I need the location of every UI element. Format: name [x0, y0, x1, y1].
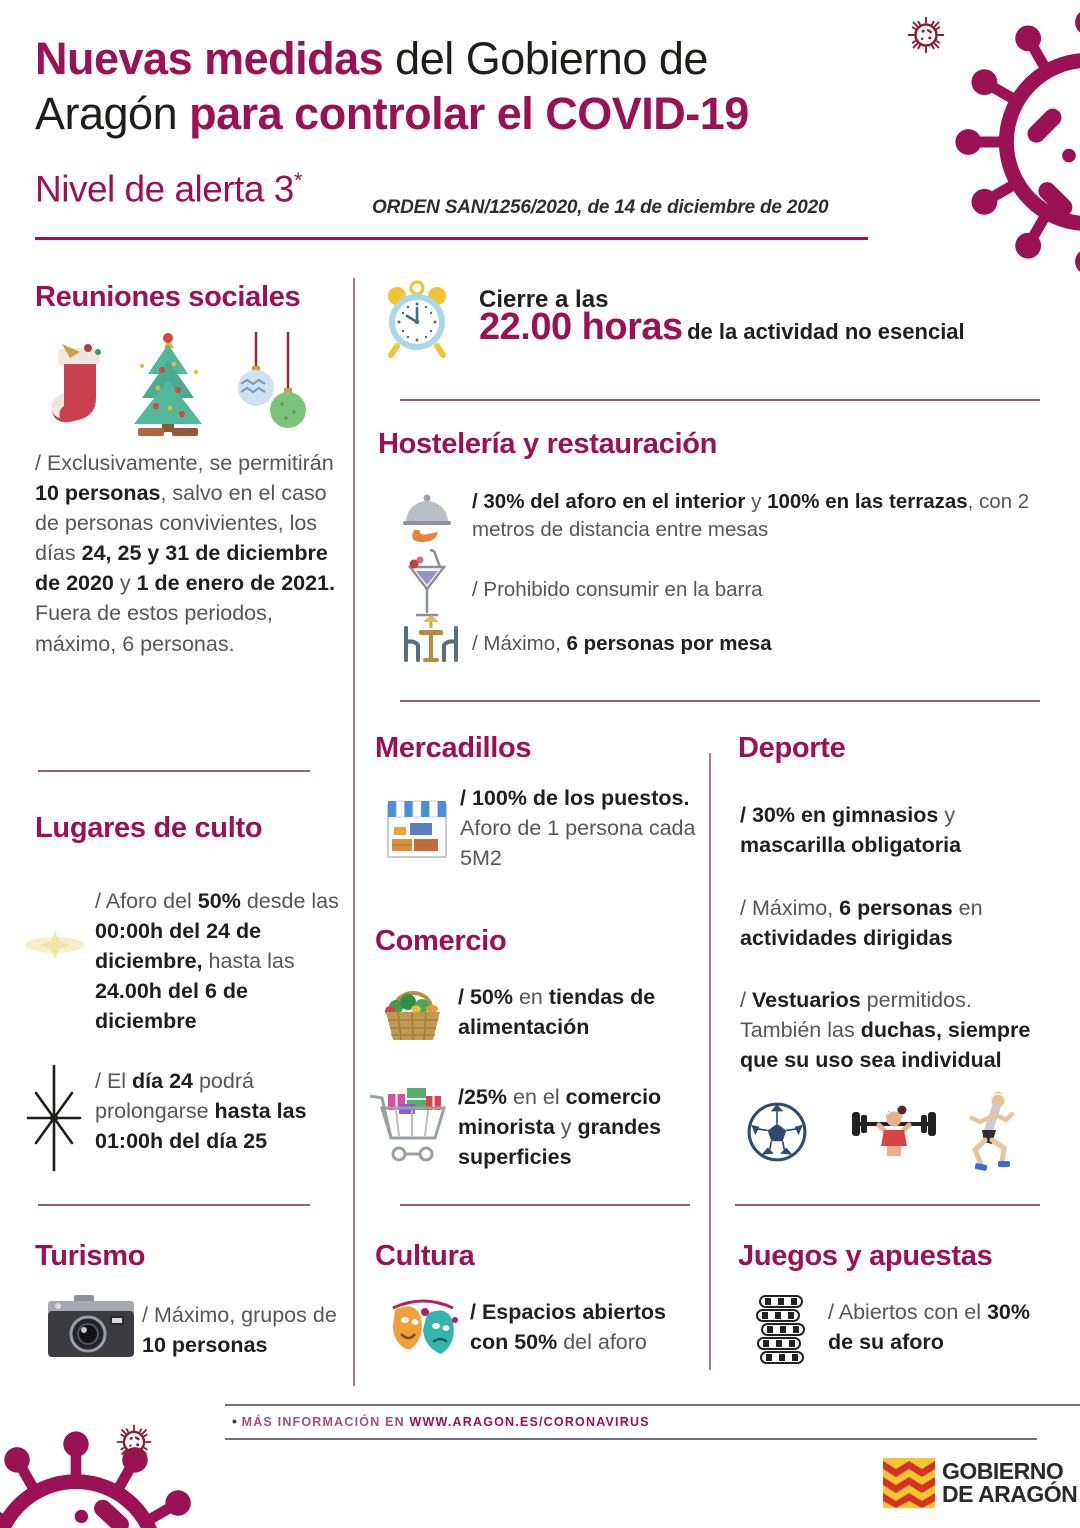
cultura-item-1: [470, 1297, 698, 1357]
theater-masks-icon: [383, 1292, 463, 1366]
deporte-item-1: [740, 800, 1048, 860]
text-run: y: [554, 1115, 578, 1140]
title-rest: del Gobierno de: [383, 33, 708, 84]
hosteleria-item-2: [472, 576, 1032, 604]
soccer-ball-icon: [745, 1100, 809, 1164]
aragon-flag-icon: [883, 1458, 935, 1508]
runner-icon: [958, 1090, 1020, 1176]
text-run: 50%: [197, 889, 241, 913]
bullet-icon: •: [232, 1413, 237, 1429]
text-run: 10 personas: [142, 1333, 268, 1358]
deporte-item-2: [740, 893, 1048, 953]
virus-icon: [952, 6, 1080, 278]
text-run: , salvo en el caso de personas convivientes, los días: [35, 481, 327, 566]
food-basket-icon: [378, 982, 448, 1046]
poker-chips-icon: [752, 1292, 810, 1368]
text-run: podrá prolongarse: [95, 1069, 254, 1124]
text-run: en: [512, 985, 549, 1009]
christmas-tree-icon: [120, 330, 216, 438]
footer-info-prefix: MÁS INFORMACIÓN EN: [241, 1415, 410, 1429]
text-run: / 50%: [458, 985, 513, 1009]
text-run: en el: [507, 1085, 566, 1109]
section-heading-lugares: Lugares de culto: [35, 812, 263, 844]
title-rest: Aragón: [35, 87, 190, 139]
text-run: y: [113, 571, 137, 596]
column-divider-right: [709, 753, 711, 1370]
footer-info: [232, 1413, 650, 1429]
text-run: 10 personas: [35, 481, 161, 506]
small-virus-icon: [903, 12, 949, 58]
text-run: / Aforo del: [95, 889, 198, 913]
section-heading-juegos: Juegos y apuestas: [738, 1240, 993, 1272]
section-heading-mercadillos: Mercadillos: [375, 732, 532, 764]
text-run: / Exclusivamente, se permitirán: [35, 451, 334, 475]
alert-level-text: Nivel de alerta 3: [35, 168, 294, 210]
market-stall-icon: [382, 793, 452, 863]
text-run: tiendas de alimentación: [458, 985, 656, 1040]
text-run: 6 personas por mesa: [566, 632, 772, 655]
christmas-stocking-icon: [40, 336, 110, 432]
text-run: / El: [95, 1069, 133, 1093]
text-run: / Máximo,: [740, 896, 840, 920]
reuniones-body: [35, 448, 343, 659]
section-divider: [38, 1204, 310, 1206]
text-run: 24, 25 y 31 de diciembre de 2020: [35, 541, 328, 596]
text-run: y: [938, 803, 956, 827]
text-run: 00:00h del 24 de diciembre,: [95, 919, 262, 974]
text-run: 1 de enero de 2021.: [136, 571, 335, 596]
alert-asterisk: *: [293, 168, 302, 193]
title-accent: Nuevas medidas: [35, 33, 384, 84]
closing-tail: de la actividad no esencial: [687, 319, 965, 344]
camera-icon: [44, 1293, 138, 1365]
text-run: / 30% en gimnasios: [740, 803, 939, 827]
text-run: actividades dirigidas: [740, 926, 953, 951]
turismo-item-1: [142, 1300, 342, 1360]
section-divider: [735, 1204, 1040, 1206]
text-run: hasta las: [202, 949, 295, 974]
closing-time: 22.00 horas: [479, 306, 683, 348]
text-run: mascarilla obligatoria: [740, 833, 962, 858]
mercadillos-item-1: [460, 783, 698, 873]
text-run: permitidos. También las: [740, 988, 972, 1043]
text-run: y: [745, 490, 768, 513]
section-divider: [38, 770, 310, 772]
text-run: Aforo de 1 persona cada 5M2: [460, 816, 696, 871]
text-run: / Máximo, grupos de: [142, 1303, 337, 1327]
text-run: / Abiertos con el: [828, 1300, 987, 1324]
footer-divider-top: [225, 1404, 1080, 1406]
closing-lead: Cierre a las: [479, 286, 609, 313]
text-run: , con 2 metros de distancia entre mesas: [472, 490, 1030, 542]
title-line2: [35, 87, 749, 142]
bethlehem-star-icon: [25, 1062, 83, 1174]
comercio-item-2: [458, 1082, 700, 1172]
footer-info-url: WWW.ARAGON.ES/CORONAVIRUS: [409, 1415, 650, 1429]
baubles-icon: [228, 330, 312, 432]
text-run: / 100% de los puestos.: [460, 786, 690, 810]
text-run: hasta las 01:00h del día 25: [95, 1099, 307, 1154]
text-run: 6 personas: [839, 896, 953, 920]
title-accent: para controlar el COVID-19: [189, 87, 749, 139]
order-reference: ORDEN SAN/1256/2020, de 14 de diciembre de 2020: [372, 197, 829, 218]
header-divider: [35, 237, 868, 240]
virus-icon: [0, 1428, 210, 1528]
text-run: grandes superficies: [458, 1115, 662, 1170]
logo-text: [942, 1460, 1077, 1506]
text-run: / Prohibido consumir en la barra: [472, 578, 763, 601]
text-run: 100% en las terrazas: [767, 490, 968, 513]
title-line1: [35, 32, 749, 87]
section-divider: [400, 399, 1040, 401]
text-run: Fuera de estos periodos, máximo, 6 personas.: [35, 601, 273, 656]
juegos-item-1: [828, 1297, 1048, 1357]
terrace-table-icon: [392, 612, 470, 670]
column-divider-left: [353, 278, 355, 1386]
shopping-cart-icon: [366, 1080, 456, 1172]
section-heading-cultura: Cultura: [375, 1240, 475, 1272]
lugares-item-1: [95, 886, 345, 1036]
text-run: 24.00h del 6 de diciembre: [95, 979, 248, 1034]
text-run: Vestuarios: [751, 988, 861, 1012]
section-heading-turismo: Turismo: [35, 1240, 146, 1272]
small-virus-icon: [112, 1420, 156, 1464]
section-divider: [400, 1204, 690, 1206]
alert-level: [35, 168, 302, 210]
text-run: comercio minorista: [458, 1085, 662, 1140]
section-heading-deporte: Deporte: [738, 732, 846, 764]
section-heading-reuniones: Reuniones sociales: [35, 281, 301, 313]
section-heading-hosteleria: Hostelería y restauración: [378, 428, 718, 460]
text-run: desde las: [240, 889, 339, 913]
section-divider: [400, 700, 1040, 702]
footer-divider-bottom: [225, 1438, 1037, 1440]
alarm-clock-icon: [383, 280, 451, 360]
text-run: del aforo: [557, 1330, 647, 1355]
text-run: / 30% del aforo en el interior: [472, 490, 746, 513]
text-run: / Máximo,: [472, 632, 567, 655]
text-run: /: [740, 988, 752, 1012]
comercio-item-1: [458, 982, 700, 1042]
section-heading-comercio: Comercio: [375, 925, 507, 957]
hosteleria-item-1: [472, 488, 1050, 545]
text-run: día 24: [132, 1069, 193, 1093]
text-run: en: [952, 896, 983, 920]
text-run: 30% de su aforo: [828, 1300, 1030, 1355]
gobierno-aragon-logo: [883, 1458, 1077, 1508]
deporte-item-3: [740, 985, 1052, 1075]
lugares-item-2: [95, 1066, 345, 1156]
serving-cloche-icon: [398, 488, 456, 548]
text-run: /25%: [458, 1085, 508, 1109]
text-run: duchas, siempre que su uso sea individual: [740, 1018, 1031, 1073]
poster-title: [35, 32, 749, 142]
glow-star-icon: [22, 925, 88, 965]
weightlifting-icon: [850, 1098, 938, 1174]
logo-line2: DE ARAGÓN: [942, 1481, 1078, 1507]
logo-line1: GOBIERNO: [942, 1458, 1064, 1484]
hosteleria-item-3: [472, 630, 1032, 658]
text-run: / Espacios abiertos con 50%: [470, 1300, 666, 1355]
closing-line: [479, 306, 965, 349]
